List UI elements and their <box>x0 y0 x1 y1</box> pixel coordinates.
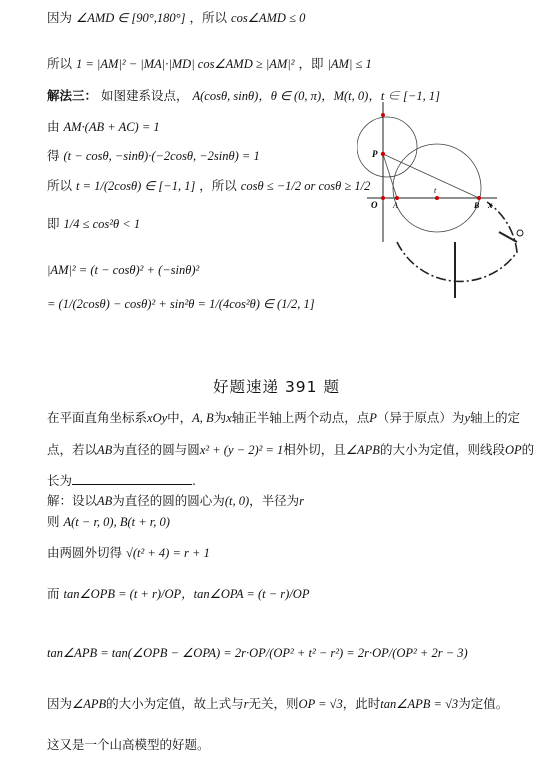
line-2: 所以 1 = |AM|² − |MA|·|MD| cos∠AMD ≥ |AM|² ，即 |AM| ≤ 1 <box>47 56 372 71</box>
pointer-mark <box>499 232 517 242</box>
dash-dot-arc <box>397 202 517 281</box>
line-5: 得 (t − cosθ, −sinθ)·(−2cosθ, −2sinθ) = 1 <box>47 148 260 163</box>
solution-line-2: 则 A(t − r, 0), B(t + r, 0) <box>47 514 170 529</box>
solution-line-3: 由两圆外切得 √(t² + 4) = r + 1 <box>47 545 210 560</box>
point-t <box>435 196 439 200</box>
solution-line-7: 这又是一个山高模型的好题。 <box>47 737 210 752</box>
point-P <box>381 152 385 156</box>
line-9: = (1/(2cosθ) − cosθ)² + sin²θ = 1/(4cos²θ) ∈ (1/2, 1] <box>47 297 315 311</box>
line-7: 即 1/4 ≤ cos²θ < 1 <box>47 216 141 231</box>
method-label: 解法三： <box>47 88 98 103</box>
segment-PB <box>383 154 479 198</box>
solution-line-6: 因为∠APB的大小为定值，故上式与r无关，则OP = √3，此时tan∠APB = √3为定值。 <box>47 696 509 711</box>
problem-line-3: 长为 . <box>47 473 196 488</box>
line-6: 所以 t = 1/(2cosθ) ∈ [−1, 1] ，所以 cosθ ≤ −1/2 or cosθ ≥ 1/2 <box>47 178 371 193</box>
point-top <box>381 113 385 117</box>
coordinate-figure <box>357 92 537 312</box>
line-1: 因为 ∠AMD ∈ [90°,180°] ，所以 cos∠AMD ≤ 0 <box>47 10 306 25</box>
label-A: A <box>393 201 398 210</box>
label-O: O <box>371 200 378 210</box>
answer-blank <box>72 472 192 485</box>
problem-line-1: 在平面直角坐标系xOy中，A, B为x轴正半轴上两个动点，点P（异于原点）为y轴上的定 <box>47 410 521 425</box>
problem-line-2: 点，若以AB为直径的圆与圆x² + (y − 2)² = 1相外切，且∠APB的大小为定值，则线段OP的 <box>47 442 535 457</box>
label-t: t <box>434 186 437 195</box>
label-B: B <box>474 201 480 210</box>
solution-line-1: 解：设以AB为直径的圆的圆心为(t, 0)，半径为r <box>47 493 305 508</box>
label-x: x <box>488 200 493 210</box>
solution-line-5: tan∠APB = tan(∠OPB − ∠OPA) = 2r·OP/(OP² + t² − r²) = 2r·OP/(OP² + 2r − 3) <box>47 646 468 660</box>
pointer-dot <box>517 230 523 236</box>
label-P: P <box>372 149 378 159</box>
solution-line-4: 而 tan∠OPB = (t + r)/OP，tan∠OPA = (t − r)/OP <box>47 586 310 601</box>
large-circle <box>393 144 481 232</box>
line-4: 由 AM·(AB + AC) = 1 <box>47 119 160 134</box>
point-O <box>381 196 385 200</box>
point-A <box>395 196 399 200</box>
point-B <box>477 196 481 200</box>
section-title: 好题速递 391 题 <box>213 378 340 396</box>
line-8: |AM|² = (t − cosθ)² + (−sinθ)² <box>47 263 200 277</box>
small-circle <box>357 117 417 177</box>
line-3: 解法三： 如图建系设点， A(cosθ, sinθ)，θ ∈ (0, π)，M(t, 0)，t ∈ [−1, 1] <box>47 88 440 103</box>
